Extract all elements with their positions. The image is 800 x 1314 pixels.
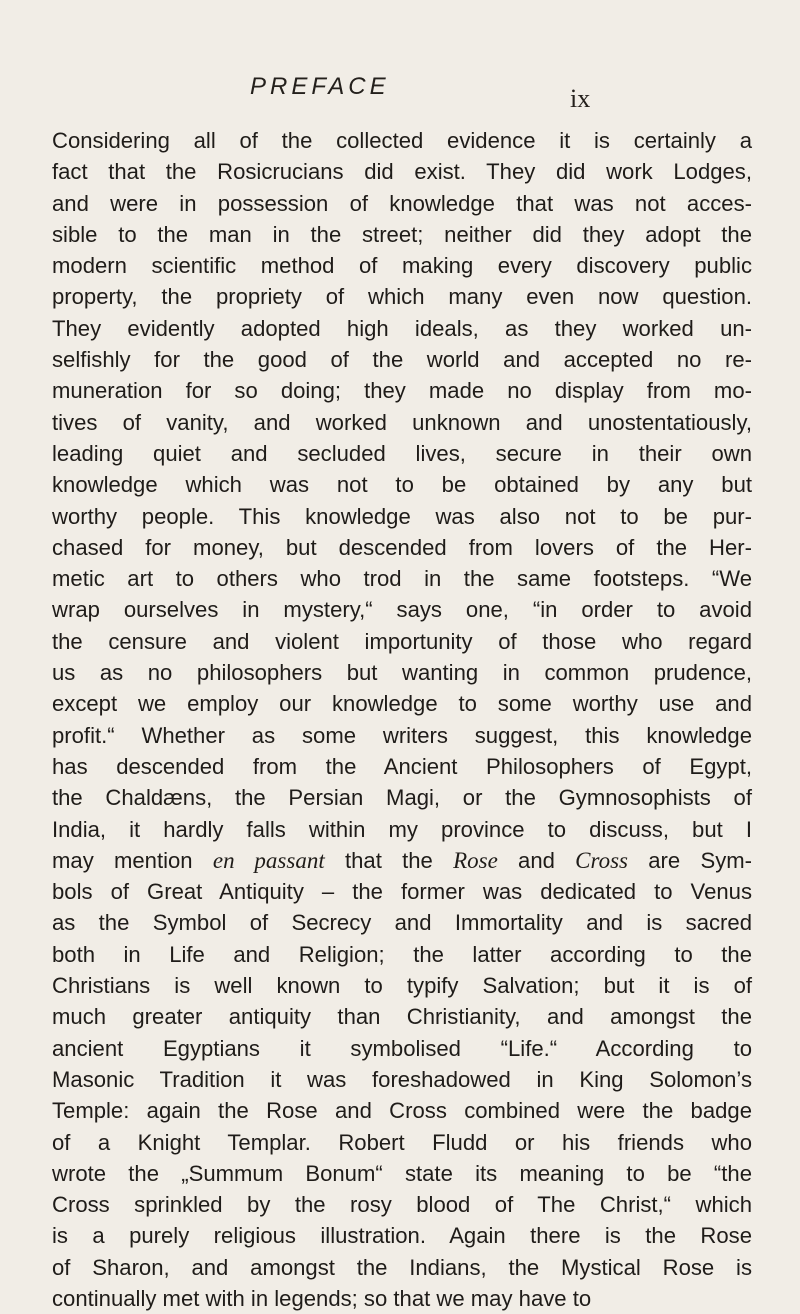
text-line: Christians is well known to typify Salvation; but it is of [52, 973, 752, 999]
text-line: They evidently adopted high ideals, as they worked un- [52, 315, 752, 341]
text-line: Considering all of the collected evidence it is certainly a [52, 128, 752, 153]
text-fragment: and [497, 847, 576, 873]
text-line: of a Knight Templar. Robert Fludd or his friends who [52, 1129, 752, 1155]
text-fragment: are Sym- [628, 847, 753, 873]
text-line: metic art to others who trod in the same footsteps. “We [52, 566, 752, 592]
text-line: property, the propriety of which many even now question. [52, 284, 752, 310]
text-line: continually met with in legends; so that we may have to [52, 1285, 592, 1311]
text-line: as the Symbol of Secrecy and Immortality and is sacred [52, 910, 752, 936]
text-line: selfishly for the good of the world and accepted no re- [52, 347, 752, 373]
text-line: both in Life and Religion; the latter according to the [52, 941, 752, 967]
text-line: bols of Great Antiquity – the former was dedicated to Venus [52, 879, 752, 905]
text-line: us as no philosophers but wanting in common prudence, [52, 660, 752, 686]
text-line: wrap ourselves in mystery,“ says one, “in order to avoid [52, 597, 752, 623]
text-line: Cross sprinkled by the rosy blood of The Christ,“ which [52, 1192, 752, 1218]
text-line: modern scientific method of making every discovery public [52, 253, 752, 279]
text-line: tives of vanity, and worked unknown and unostentatiously, [52, 409, 752, 435]
text-line: wrote the „Summum Bonum“ state its meaning to be “the [52, 1160, 752, 1186]
text-line: fact that the Rosicrucians did exist. They did work Lodges, [52, 159, 752, 185]
text-line: profit.“ Whether as some writers suggest, this knowledge [52, 722, 752, 748]
text-line: leading quiet and secluded lives, secure in their own [52, 440, 752, 466]
text-line: of Sharon, and amongst the Indians, the Mystical Rose is [52, 1254, 752, 1280]
text-line: worthy people. This knowledge was also not to be pur- [52, 503, 752, 529]
text-fragment: that the [324, 847, 454, 873]
italic-word-cross: Cross [575, 847, 629, 873]
text-line: is a purely religious illustration. Again there is the Rose [52, 1223, 752, 1249]
running-head: PREFACE [250, 73, 390, 100]
text-line: has descended from the Ancient Philosophers of Egypt, [52, 753, 752, 779]
italic-word-rose: Rose [453, 847, 498, 873]
text-line: muneration for so doing; they made no display from mo- [52, 378, 752, 404]
text-line: chased for money, but descended from lovers of the Her- [52, 534, 752, 560]
text-line: knowledge which was not to be obtained by any but [52, 472, 752, 498]
text-line: ancient Egyptians it symbolised “Life.“ According to [52, 1035, 752, 1061]
body-paragraph [52, 125, 752, 1314]
page-number: ix [570, 84, 591, 113]
text-line: India, it hardly falls within my province to discuss, but I [52, 816, 752, 842]
text-line: and were in possession of knowledge that was not acces- [52, 190, 752, 216]
text-line: the censure and violent importunity of those who regard [52, 628, 752, 654]
italic-phrase-en-passant: en passant [212, 847, 325, 873]
text-line: except we employ our knowledge to some worthy use and [52, 691, 752, 717]
text-line: Masonic Tradition it was foreshadowed in King Solomon’s [52, 1066, 752, 1092]
text-fragment: may mention [52, 847, 213, 873]
text-line: Temple: again the Rose and Cross combined were the badge [52, 1098, 752, 1124]
text-line: much greater antiquity than Christianity, and amongst the [52, 1004, 752, 1030]
text-line: the Chaldæns, the Persian Magi, or the Gymnosophists of [52, 785, 752, 811]
text-line: sible to the man in the street; neither did they adopt the [52, 221, 752, 247]
text-line-with-italics [52, 845, 752, 876]
